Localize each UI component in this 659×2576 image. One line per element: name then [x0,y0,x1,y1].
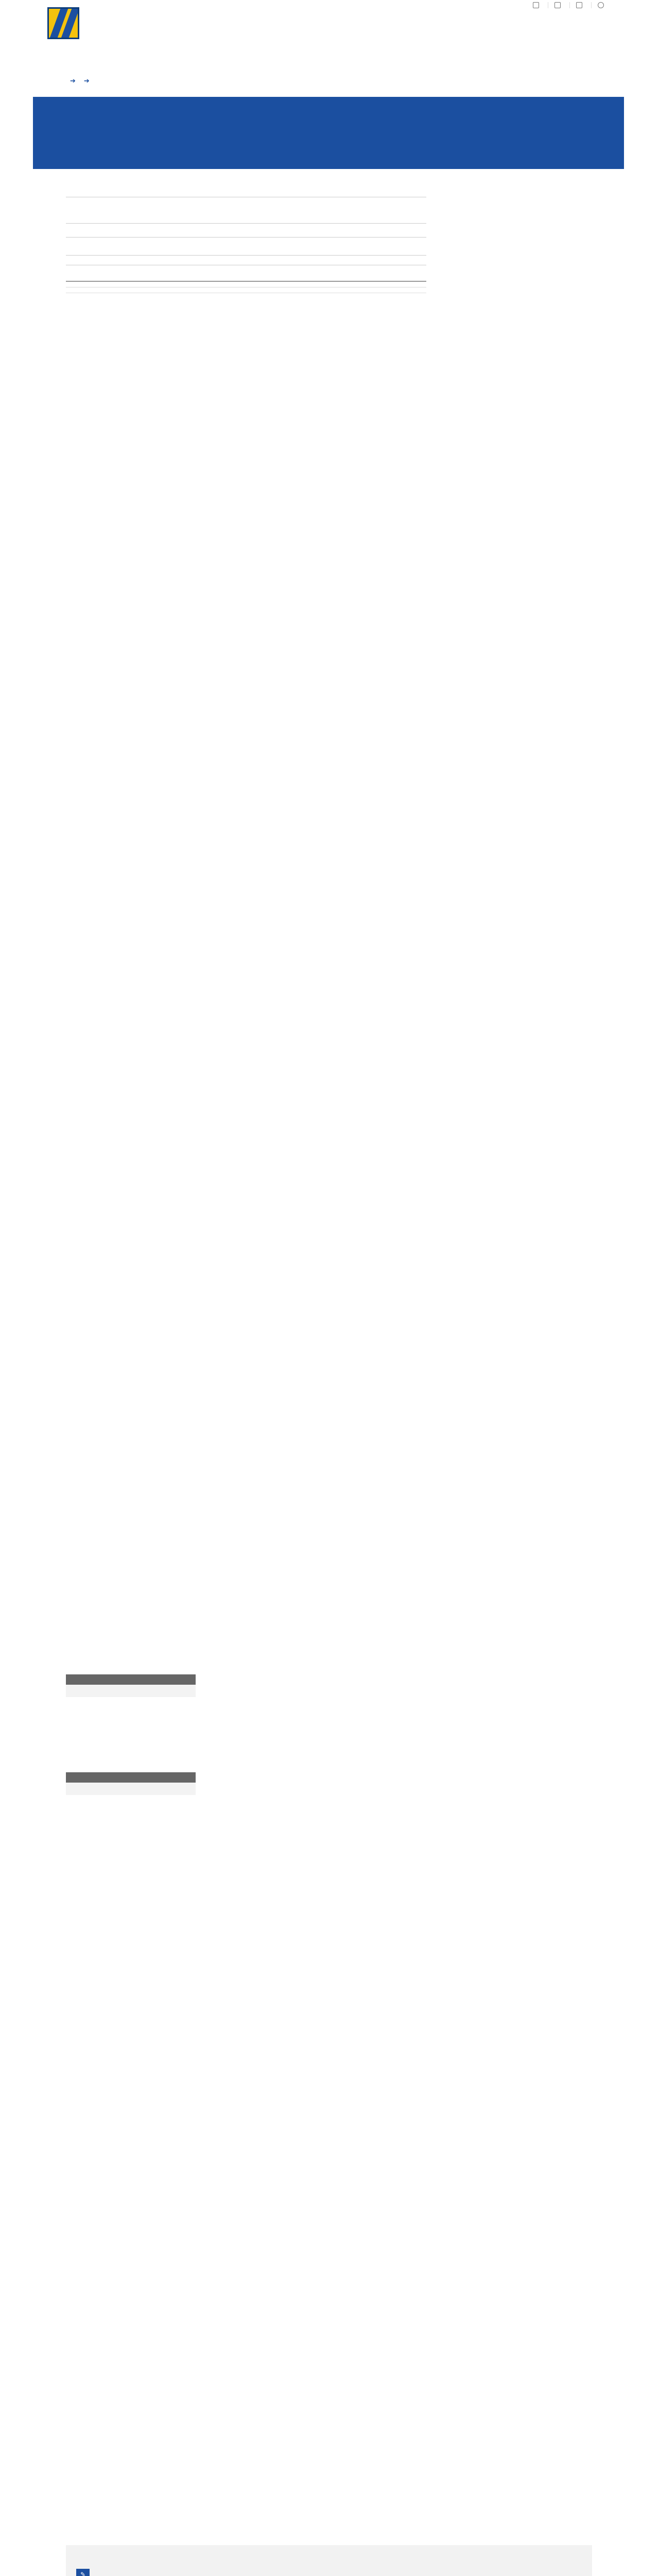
forum-icon [533,2,539,8]
breadcrumb-separator-icon: ➔ [70,77,76,84]
ek-cell [97,281,426,287]
ek-cell [66,287,97,293]
calendar-icon [576,2,582,8]
hero-banner [33,97,624,169]
landtag-logo[interactable] [45,7,79,39]
ek-cell [97,287,426,293]
card-title [66,1674,196,1685]
divider [66,223,426,224]
table-row [66,281,426,287]
breadcrumb-separator-icon: ➔ [83,77,90,84]
ek-header-kategorie [97,277,426,281]
nav-aktuelle-sitzung[interactable] [569,2,591,8]
breadcrumb [66,76,94,86]
table-row [66,287,426,293]
fehler-melden-button[interactable]: ✎ [76,2569,90,2576]
nav-gegenstaende[interactable] [548,2,569,8]
logo-emblem-icon [47,7,79,39]
redebeitraege-card [66,1772,196,1795]
ek-header-jahr [66,277,97,281]
einkommen-table [66,277,426,293]
top-navigation [527,2,613,8]
nav-suche[interactable] [591,2,613,8]
contact-block [66,1587,272,1596]
normdaten-box [66,2545,592,2576]
card-title [66,1772,196,1783]
nav-forum-landtag[interactable] [527,2,548,8]
header [0,0,659,49]
ek-cell [66,281,97,287]
main-content [66,185,426,307]
parlamentarische-aktivitaeten-card [66,1674,196,1697]
divider [66,237,426,238]
search-icon [598,2,604,8]
document-icon [554,2,561,8]
divider [66,255,426,256]
redebeitraege-list [66,1783,196,1795]
